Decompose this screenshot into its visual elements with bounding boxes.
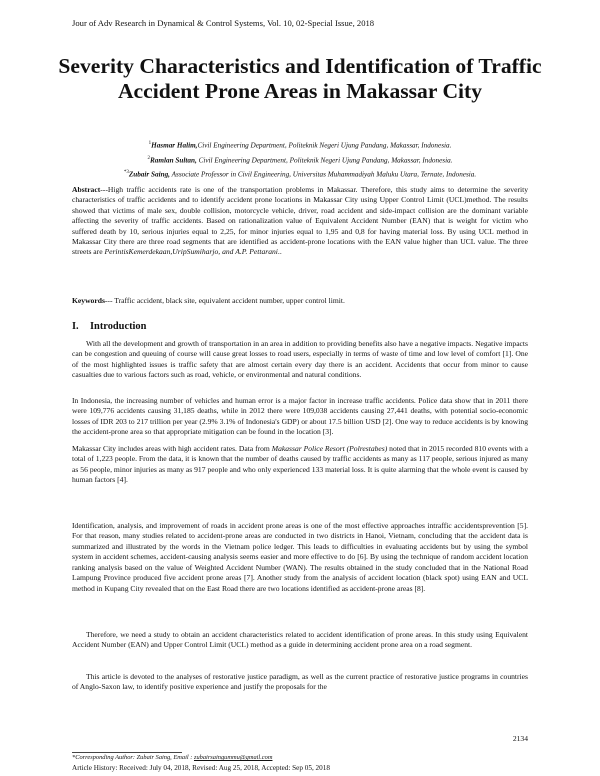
paragraph-4: Identification, analysis, and improvement of roads in accident prone areas is one of the most effective approaches intraffic accidentsprevention [5]. For that reason, many studies related to accident-prone areas are conducted in two districts in Hanoi, Vietnam, concluding that the accident data is summarized and illustrated by the words in the Vietnam police ledger. This leads to difficulties in evaluating accidents but by using the symbol system in accident schemes, accident-causing analysis seems easier and more effective to do [6]. By using the technique of random accident location ranking analysis based on the value of Weighted Accident Number (WAN). The results obtained in the study concluded that in the National Road Lampung Province produced five accident prone areas [7]. Another study from the analysis of accident location (black spot) using EAN and UCL method in Kupang City revealed that on the East Road there are two locations identified as accident-prone areas [8]. (72, 521, 528, 593)
author-2-name: Ramlan Sultan, (150, 156, 197, 165)
author-line-2 (40, 156, 560, 164)
author-3-sup: *3 (123, 170, 129, 175)
keywords-text: --- Traffic accident, black site, equivalent accident number, upper control limit. (104, 296, 345, 305)
paragraph-1: With all the development and growth of transportation in an area in addition to providing benefits also have a negative impacts. Negative impacts can be congestion and queuing of course will cause great losses to road users, especially in terms of waste of time and low level of comfort [1]. One of the most highlighted issues is traffic safety that are almost certain every day there is an accident. Accidents that occur from minor to cause casualties due to various factors such as road, vehicle, or environmental and natural conditions. (72, 339, 528, 380)
page-number: 2134 (512, 734, 528, 743)
keywords-label: Keywords (72, 296, 105, 305)
paper-title: Severity Characteristics and Identification of Traffic Accident Prone Areas in Makassar City (58, 54, 542, 103)
paragraph-3-source: Makassar Police Resort (Polrestabes) (271, 444, 388, 453)
author-1-affiliation: Civil Engineering Department, Politeknik Negeri Ujung Pandang, Makassar, Indonesia. (197, 141, 452, 150)
author-line-3 (40, 170, 560, 178)
abstract (72, 185, 528, 258)
paragraph-3-start: Makassar City includes areas with high accident rates. Data from (72, 444, 272, 453)
article-history: Article History: Received: July 04, 2018, Revised: Aug 25, 2018, Accepted: Sep 05, 2018 (72, 764, 330, 772)
footnote-rule (72, 752, 182, 753)
author-2-sup: 2 (147, 156, 151, 161)
corresponding-email-link[interactable]: zubairsaingummu@gmail.com (193, 754, 273, 761)
author-3-name: Zubair Saing, (128, 170, 170, 179)
section-heading-introduction (72, 321, 146, 332)
section-title: Introduction (90, 321, 147, 332)
running-head: Jour of Adv Research in Dynamical & Control Systems, Vol. 10, 02-Special Issue, 2018 (72, 18, 375, 28)
keywords (72, 296, 528, 306)
abstract-end: .. (277, 247, 282, 257)
abstract-streets: PerintisKemerdekaan,UripSumiharjo, and A.P. Pettarani (104, 247, 278, 257)
author-1-sup: 1 (148, 141, 152, 146)
corresponding-label: *Corresponding Author: Zubair Saing, Email : (72, 754, 194, 761)
abstract-text: ---High traffic accidents rate is one of the transportation problems in Makassar. Therefore, this study aims to determine the severity characteristics of traffic accidents and to identify accident prone locations in Makassar City using Upper Control Limit (UCL)method. The results showed that victims of male sex, double collision, motorcycle vehicle, driver, road accident and side-impact collision are the dominant variable affecting the severity of traffic accidents. Based on rationalization value of Equivalent Accident Number (EAN) that is weight for victim who suffered death by 10, serious injuries equal to 2,25, for minor injuries equal to 1,95 and 0,8 for having material loss. By using UCL method in Makassar City there are three road segments that are identified as accident-prone locations with the EAN value higher than UCL value. The three streets are (72, 185, 528, 257)
paragraph-5: Therefore, we need a study to obtain an accident characteristics related to accident identification of prone areas. In this study using Equivalent Accident Number (EAN) and Upper Control Limit (UCL) method as a guide in determining accident prone area on a road segment. (72, 630, 528, 650)
paragraph-3 (72, 444, 528, 486)
author-3-affiliation: Associate Professor in Civil Engineering, Universitas Muhammadiyah Maluku Utara, Ternate, Indonesia. (169, 170, 477, 179)
author-1-name: Hasmar Halim, (151, 141, 198, 150)
paragraph-6: This article is devoted to the analyses of restorative justice paradigm, as well as the current practice of restorative justice programs in countries of Anglo-Saxon law, to identify positive experience and justify the proposals for the (72, 672, 528, 692)
paragraph-3-end: noted that in 2015 recorded 810 events with a total of 1,223 people. From the data, it is known that the number of deaths caused by traffic accidents as many as 117 people, serious injured as many as 56 people, minor injuries as many as 917 people and who only experienced 133 material loss. It is quite alarming that the whole event is caused by human factors [4]. (72, 444, 528, 485)
abstract-label: Abstract (72, 185, 101, 194)
author-2-affiliation: Civil Engineering Department, Politeknik Negeri Ujung Pandang, Makassar, Indonesia. (196, 156, 453, 165)
author-line-1 (40, 141, 560, 149)
corresponding-author-footnote (72, 754, 272, 761)
paragraph-2: In Indonesia, the increasing number of vehicles and human error is a major factor in increase traffic accidents. Police data show that in 2011 there were 109,776 accidents causing 31,185 deaths, while in 2012 there were 109,038 accidents causing 27,441 deaths, with potential socio-economic losses of IDR 203 to 217 trillion per year (2.9% 3.1% of Indonesia's GDP) or about 17.5 billion USD [2]. One way to reduce accidents is by knowing the accident-prone area so that appropriate mitigation can be found in the location [3]. (72, 396, 528, 437)
section-number: I. (72, 321, 79, 332)
